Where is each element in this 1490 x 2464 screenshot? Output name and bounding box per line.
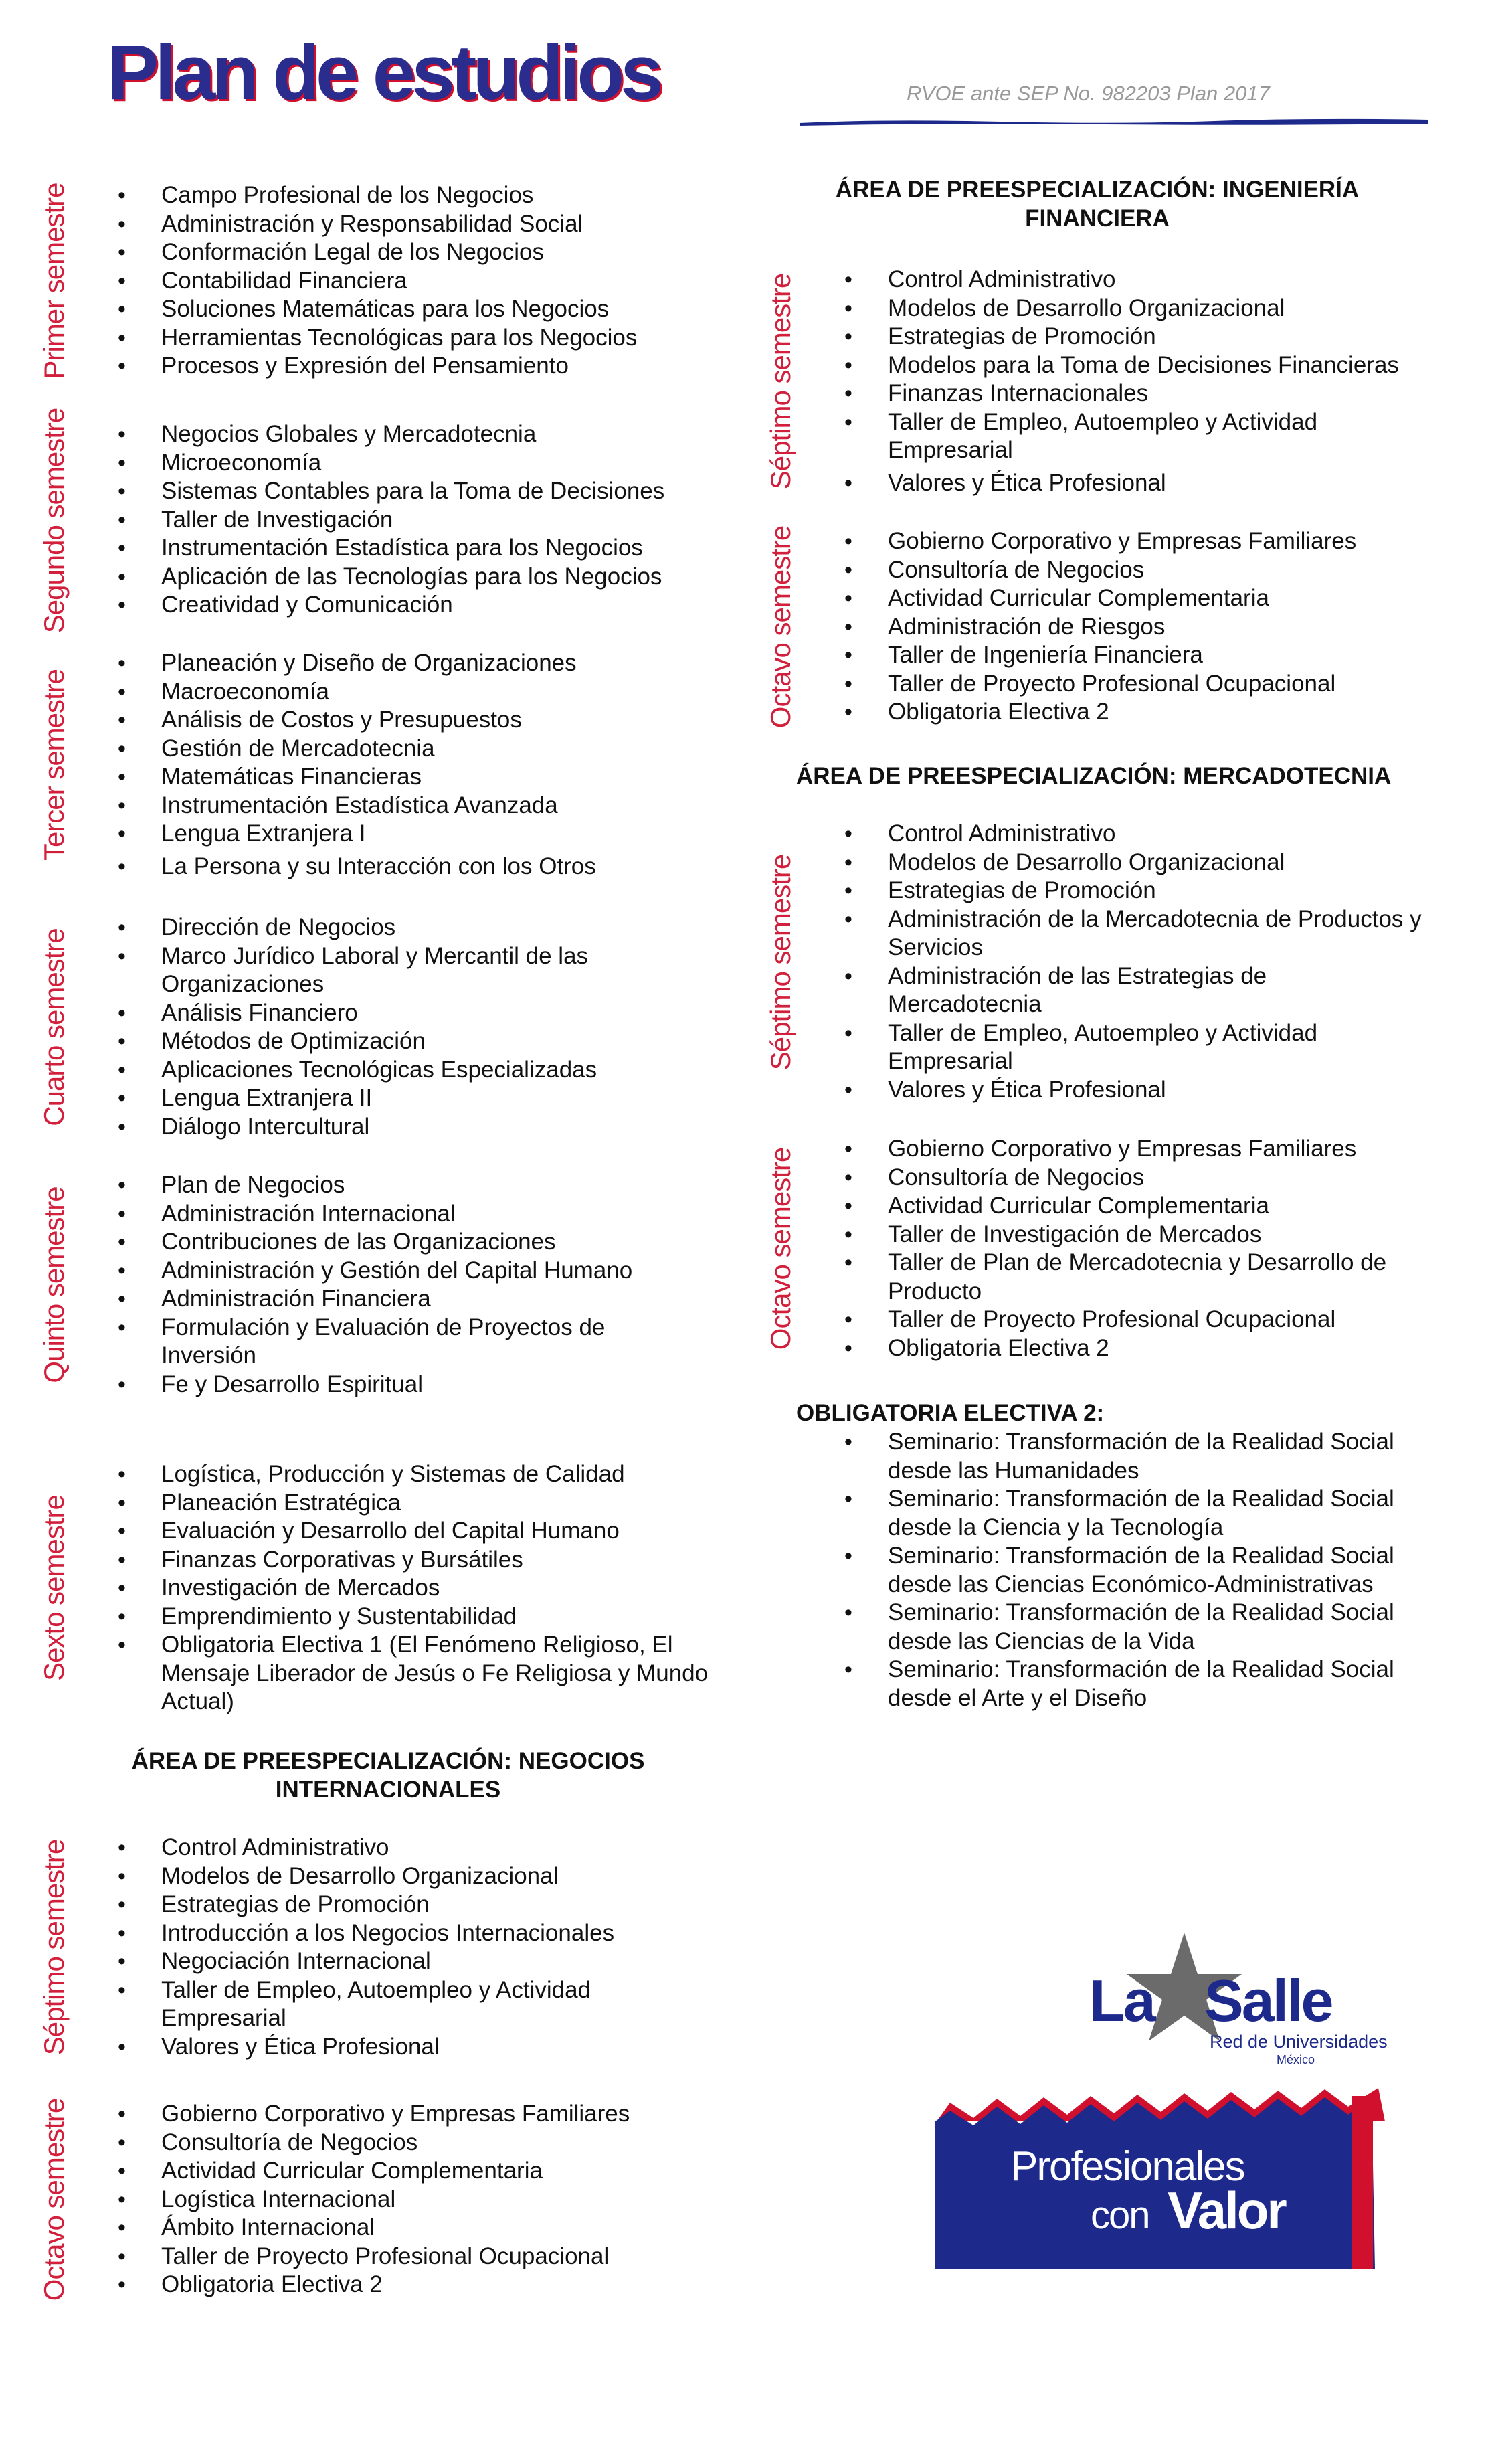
course-list [118, 420, 690, 620]
list-item: • Obligatoria Electiva 2 [844, 1334, 1416, 1363]
semester-block-octavo-if [765, 525, 1416, 728]
slogan-line-3: Valor [1168, 2181, 1285, 2240]
list-item: • Gobierno Corporativo y Empresas Familiares [844, 1135, 1416, 1164]
list-item: • Plan de Negocios [118, 1171, 690, 1200]
list-item: • Logística Internacional [118, 2186, 690, 2214]
list-item: • Administración Financiera [118, 1285, 690, 1314]
list-item: • Taller de Proyecto Profesional Ocupacional [844, 670, 1416, 699]
course-list [118, 181, 690, 381]
list-item: • Contabilidad Financiera [118, 267, 690, 296]
electiva-list [844, 1428, 1436, 1712]
course-list [844, 266, 1443, 497]
semester-label: Primer semestre [38, 183, 70, 379]
semester-label: Tercer semestre [38, 669, 70, 861]
list-item: • Finanzas Internacionales [844, 379, 1416, 408]
semester-block-primer [38, 181, 690, 381]
list-item: • Taller de Proyecto Profesional Ocupacional [118, 2242, 690, 2271]
list-item: • Gestión de Mercadotecnia [118, 735, 690, 764]
rvoe-text: RVOE ante SEP No. 982203 Plan 2017 [907, 82, 1270, 105]
list-item: • Métodos de Optimización [118, 1027, 690, 1056]
list-item: • Taller de Empleo, Autoempleo y Actividad Empresarial [844, 1019, 1370, 1076]
semester-label: Sexto semestre [38, 1495, 70, 1682]
list-item: • Seminario: Transformación de la Realidad Social desde el Arte y el Diseño [844, 1656, 1436, 1712]
list-item: • Instrumentación Estadística Avanzada [118, 792, 690, 820]
list-item: • Taller de Plan de Mercadotecnia y Desarrollo de Producto [844, 1249, 1436, 1306]
list-item: • Modelos de Desarrollo Organizacional [844, 849, 1416, 877]
area-heading-ingenieria-financiera: ÁREA DE PREESPECIALIZACIÓN: INGENIERÍA FINANCIERA [835, 177, 1360, 232]
course-list [844, 820, 1443, 1104]
list-item: • Emprendimiento y Sustentabilidad [118, 1603, 690, 1632]
list-item: • Instrumentación Estadística para los Negocios [118, 534, 690, 563]
list-item: • Conformación Legal de los Negocios [118, 238, 690, 267]
semester-block-septimo-if [765, 266, 1443, 497]
list-item: • Consultoría de Negocios [844, 556, 1416, 585]
semester-block-segundo [38, 408, 690, 634]
list-item: • Taller de Empleo, Autoempleo y Actividad Empresarial [118, 1976, 643, 2033]
list-item: • Administración de la Mercadotecnia de Productos y Servicios [844, 905, 1443, 962]
list-item: • Gobierno Corporativo y Empresas Familiares [118, 2100, 690, 2129]
list-item: • Marco Jurídico Laboral y Mercantil de las Organizaciones [118, 942, 623, 999]
list-item: • Estrategias de Promoción [118, 1890, 690, 1919]
list-item: • Taller de Empleo, Autoempleo y Actividad Empresarial [844, 408, 1370, 465]
semester-block-octavo-mk [765, 1135, 1436, 1362]
semester-block-septimo-ni [38, 1834, 690, 2061]
list-item: • Obligatoria Electiva 1 (El Fenómeno Religioso, El Mensaje Liberador de Jesús o Fe Religiosa y Mundo Actual) [118, 1631, 710, 1717]
semester-block-septimo-mk [765, 820, 1443, 1104]
list-item: • Actividad Curricular Complementaria [844, 1192, 1416, 1221]
list-item: • Estrategias de Promoción [844, 877, 1416, 905]
list-item: • Microeconomía [118, 449, 690, 478]
list-item: • Lengua Extranjera II [118, 1084, 690, 1113]
list-item: • Obligatoria Electiva 2 [118, 2271, 690, 2299]
semester-label: Séptimo semestre [765, 854, 796, 1070]
list-item: • Control Administrativo [118, 1834, 690, 1862]
electiva-heading: OBLIGATORIA ELECTIVA 2: [796, 1400, 1105, 1426]
list-item: • Consultoría de Negocios [118, 2129, 690, 2158]
la-salle-logo-graphic [917, 1921, 1398, 2269]
list-item: • Seminario: Transformación de la Realidad Social desde las Ciencias de la Vida [844, 1599, 1436, 1656]
list-item: • Diálogo Intercultural [118, 1113, 690, 1142]
list-item: • Logística, Producción y Sistemas de Calidad [118, 1460, 690, 1489]
list-item: • Control Administrativo [844, 266, 1416, 294]
course-list [118, 1171, 690, 1399]
list-item: • Negocios Globales y Mercadotecnia [118, 420, 690, 449]
list-item: • Administración y Gestión del Capital Humano [118, 1257, 690, 1286]
semester-label: Séptimo semestre [765, 273, 796, 490]
semester-label: Séptimo semestre [38, 1839, 70, 2056]
header-rule [800, 118, 1428, 127]
semester-label: Octavo semestre [765, 1147, 796, 1350]
list-item: • Dirección de Negocios [118, 913, 690, 942]
semester-block-sexto [38, 1460, 710, 1717]
course-list [118, 1834, 690, 2061]
list-item: • Evaluación y Desarrollo del Capital Humano [118, 1517, 690, 1546]
list-item: • Soluciones Matemáticas para los Negocios [118, 295, 690, 324]
list-item: • Gobierno Corporativo y Empresas Familiares [844, 527, 1416, 556]
course-list [118, 913, 690, 1141]
list-item: • Valores y Ética Profesional [844, 1076, 1416, 1105]
page-title: Plan de estudios [107, 29, 660, 116]
list-item: • Obligatoria Electiva 2 [844, 698, 1416, 727]
list-item: • Introducción a los Negocios Internacionales [118, 1919, 690, 1948]
course-list [118, 1460, 710, 1717]
list-item: • Taller de Proyecto Profesional Ocupacional [844, 1306, 1416, 1334]
slogan-line-2: con [1091, 2194, 1149, 2237]
list-item: • Contribuciones de las Organizaciones [118, 1228, 690, 1257]
list-item: • La Persona y su Interacción con los Otros [118, 853, 690, 881]
list-item: • Análisis Financiero [118, 999, 690, 1028]
course-list [118, 649, 690, 881]
list-item: • Matemáticas Financieras [118, 763, 690, 792]
list-item: • Planeación y Diseño de Organizaciones [118, 649, 690, 678]
brand-la: La [1089, 1967, 1154, 2034]
brand-country: México [1277, 2053, 1315, 2066]
semester-block-cuarto [38, 913, 690, 1141]
list-item: • Sistemas Contables para la Toma de Decisiones [118, 477, 690, 506]
list-item: • Herramientas Tecnológicas para los Negocios [118, 324, 690, 353]
list-item: • Taller de Ingeniería Financiera [844, 641, 1416, 670]
list-item: • Finanzas Corporativas y Bursátiles [118, 1546, 690, 1575]
area-heading-negocios-internacionales: ÁREA DE PREESPECIALIZACIÓN: NEGOCIOS INTERNACIONALES [131, 1748, 645, 1803]
course-list [844, 527, 1416, 727]
la-salle-logo [917, 1921, 1398, 2269]
semester-block-octavo-ni [38, 2098, 690, 2301]
list-item: • Administración y Responsabilidad Social [118, 210, 690, 239]
list-item: • Administración de Riesgos [844, 613, 1416, 642]
list-item: • Administración Internacional [118, 1200, 690, 1229]
list-item: • Administración de las Estrategias de Mercadotecnia [844, 962, 1329, 1019]
list-item: • Procesos y Expresión del Pensamiento [118, 352, 690, 381]
list-item: • Valores y Ética Profesional [118, 2033, 690, 2062]
semester-label: Segundo semestre [38, 408, 70, 634]
electiva-block [844, 1428, 1436, 1712]
list-item: • Formulación y Evaluación de Proyectos de Inversión [118, 1314, 643, 1371]
list-item: • Seminario: Transformación de la Realidad Social desde las Ciencias Económico-Administrativas [844, 1542, 1436, 1599]
slogan-line-1: Profesionales [1010, 2143, 1244, 2190]
semester-label: Octavo semestre [765, 525, 796, 728]
list-item: • Modelos de Desarrollo Organizacional [844, 294, 1416, 323]
list-item: • Ámbito Internacional [118, 2214, 690, 2242]
course-list [844, 1135, 1436, 1362]
semester-label: Quinto semestre [38, 1186, 70, 1383]
list-item: • Aplicaciones Tecnológicas Especializadas [118, 1056, 690, 1085]
list-item: • Campo Profesional de los Negocios [118, 181, 690, 210]
area-heading-mercadotecnia: ÁREA DE PREESPECIALIZACIÓN: MERCADOTECNIA [796, 763, 1392, 789]
list-item: • Taller de Investigación de Mercados [844, 1221, 1416, 1249]
list-item: • Planeación Estratégica [118, 1489, 690, 1518]
list-item: • Aplicación de las Tecnologías para los Negocios [118, 563, 690, 592]
brand-network: Red de Universidades [1210, 2032, 1388, 2052]
list-item: • Consultoría de Negocios [844, 1164, 1416, 1193]
list-item: • Investigación de Mercados [118, 1574, 690, 1603]
brand-salle: Salle [1204, 1967, 1332, 2034]
semester-block-tercer [38, 649, 690, 881]
list-item: • Macroeconomía [118, 678, 690, 707]
course-list [118, 2100, 690, 2299]
list-item: • Seminario: Transformación de la Realidad Social desde las Humanidades [844, 1428, 1436, 1485]
list-item: • Seminario: Transformación de la Realidad Social desde la Ciencia y la Tecnología [844, 1485, 1436, 1542]
semester-label: Octavo semestre [38, 2098, 70, 2301]
list-item: • Negociación Internacional [118, 1947, 690, 1976]
list-item: • Taller de Investigación [118, 506, 690, 535]
list-item: • Lengua Extranjera I [118, 820, 690, 849]
list-item: • Actividad Curricular Complementaria [844, 584, 1416, 613]
list-item: • Creatividad y Comunicación [118, 591, 690, 620]
list-item: • Estrategias de Promoción [844, 323, 1416, 351]
list-item: • Modelos para la Toma de Decisiones Financieras [844, 351, 1443, 380]
semester-block-quinto [38, 1171, 690, 1399]
list-item: • Análisis de Costos y Presupuestos [118, 706, 690, 735]
list-item: • Control Administrativo [844, 820, 1416, 849]
list-item: • Actividad Curricular Complementaria [118, 2157, 690, 2186]
list-item: • Modelos de Desarrollo Organizacional [118, 1862, 690, 1891]
list-item: • Valores y Ética Profesional [844, 469, 1416, 498]
semester-label: Cuarto semestre [38, 928, 70, 1126]
list-item: • Fe y Desarrollo Espiritual [118, 1371, 690, 1399]
